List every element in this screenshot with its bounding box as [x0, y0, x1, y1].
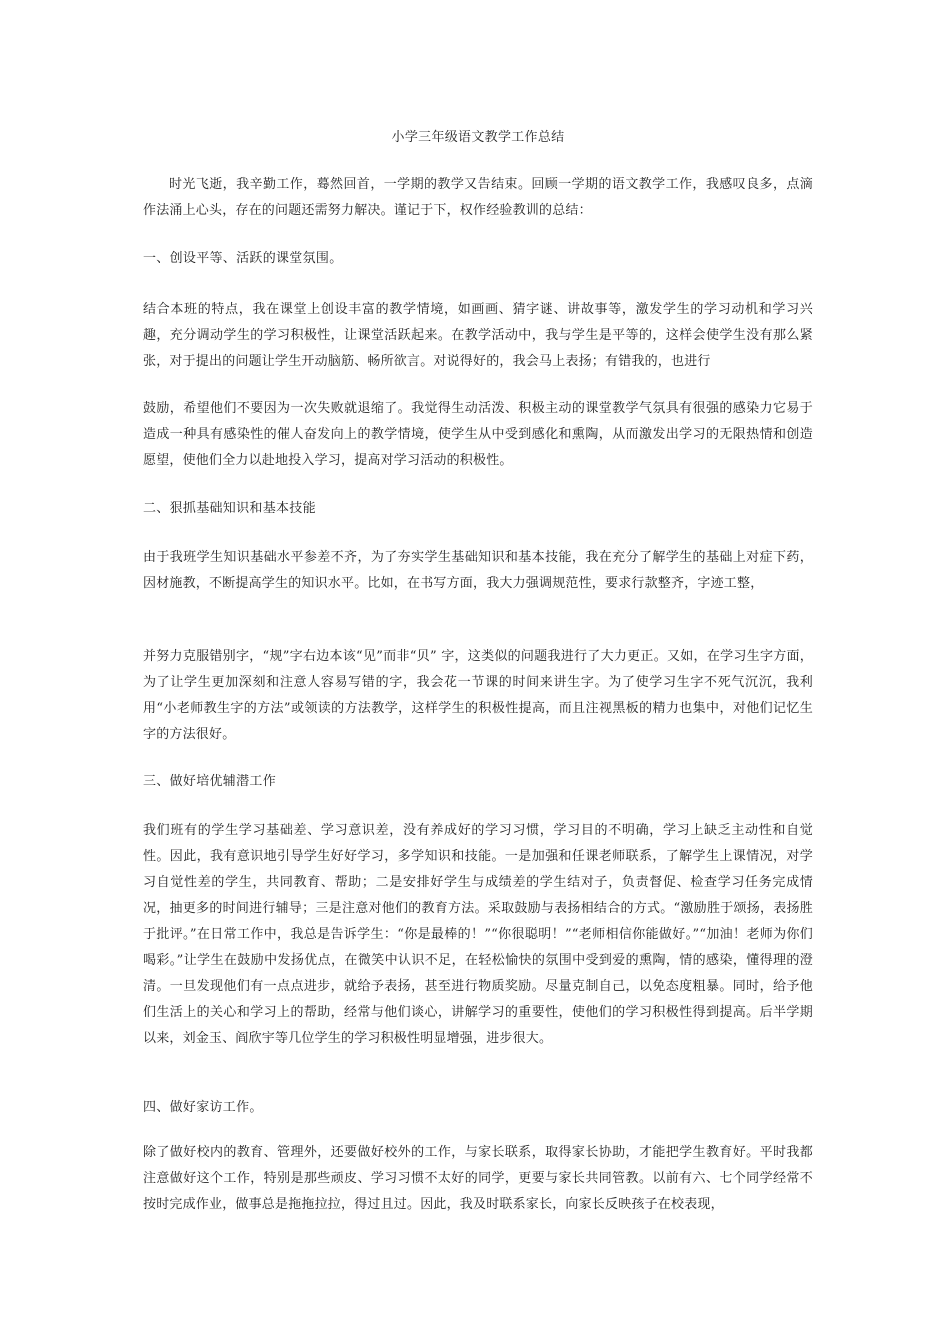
- section-heading-4: 四、做好家访工作。: [143, 1100, 263, 1115]
- section2-paragraph-1: 由于我班学生知识基础水平参差不齐，为了夯实学生基础知识和基本技能，我在充分了解学生的基础上对症下药，因材施教，不断提高学生的知识水平。比如，在书写方面，我大力强调规范性，要求行款整齐，字迹工整，: [143, 550, 813, 591]
- section2-paragraph-2: 并努力克服错别字，“规”字右边本该“见”而非“贝” 字，这类似的问题我进行了大力更正。又如，在学习生字方面，为了让学生更加深刻和注意人容易写错的字，我会花一节课的时间来讲生字。为了使学习生字不死气沉沉，我利用“小老师教生字的方法”或领读的方法教学，这样学生的积极性提高，而且注视黑板的精力也集中，对他们记忆生字的方法很好。: [143, 649, 813, 742]
- section1-paragraph-1: 结合本班的特点，我在课堂上创设丰富的教学情境，如画画、猜字谜、讲故事等，激发学生的学习动机和学习兴趣，充分调动学生的学习积极性，让课堂活跃起来。在教学活动中，我与学生是平等的，这样会使学生没有那么紧张，对于提出的问题让学生开动脑筋、畅所欲言。对说得好的，我会马上表扬；有错我的，也进行: [143, 302, 813, 369]
- section-heading-1: 一、创设平等、活跃的课堂氛围。: [143, 251, 343, 266]
- section-heading-3: 三、做好培优辅潜工作: [143, 774, 277, 789]
- section1-paragraph-2: 鼓励，希望他们不要因为一次失败就退缩了。我觉得生动活泼、积极主动的课堂教学气氛具有很强的感染力它易于造成一种具有感染性的催人奋发向上的教学情境，使学生从中受到感化和熏陶，从而激发出学习的无限热情和创造愿望，使他们全力以赴地投入学习，提高对学习活动的积极性。: [143, 401, 813, 468]
- section-heading-2: 二、狠抓基础知识和基本技能: [143, 501, 316, 516]
- section3-paragraph-1: 我们班有的学生学习基础差、学习意识差，没有养成好的学习习惯，学习目的不明确，学习上缺乏主动性和自觉性。因此，我有意识地引导学生好好学习，多学知识和技能。一是加强和任课老师联系，了解学生上课情况，对学习自觉性差的学生，共同教育、帮助；二是安排好学生与成绩差的学生结对子，负责督促、检查学习任务完成情况，抽更多的时间进行辅导；三是注意对他们的教育方法。采取鼓励与表扬相结合的方式。“激励胜于颂扬，表扬胜于批评。”在日常工作中，我总是告诉学生：“你是最棒的！”“你很聪明！”“老师相信你能做好。”“加油！老师为你们喝彩。”让学生在鼓励中发扬优点，在微笑中认识不足，在轻松愉快的氛围中受到爱的熏陶，情的感染，懂得理的澄清。一旦发现他们有一点点进步，就给予表扬，甚至进行物质奖励。尽量克制自己，以免态度粗暴。同时，给予他们生活上的关心和学习上的帮助，经常与他们谈心，讲解学习的重要性，使他们的学习积极性得到提高。后半学期以来，刘金玉、阎欣宇等几位学生的学习积极性明显增强，进步很大。: [143, 823, 813, 1046]
- intro-paragraph: 时光飞逝，我辛勤工作，蓦然回首，一学期的教学又告结束。回顾一学期的语文教学工作，我感叹良多，点滴作法涌上心头，存在的问题还需努力解决。谨记于下，权作经验教训的总结：: [143, 177, 813, 218]
- document-title: 小学三年级语文教学工作总结: [391, 130, 565, 145]
- section4-paragraph-1: 除了做好校内的教育、管理外，还要做好校外的工作，与家长联系，取得家长协助，才能把学生教育好。平时我都注意做好这个工作，特别是那些顽皮、学习习惯不太好的同学，更要与家长共同管教。以前有六、七个同学经常不按时完成作业，做事总是拖拖拉拉，得过且过。因此，我及时联系家长，向家长反映孩子在校表现，: [143, 1145, 813, 1212]
